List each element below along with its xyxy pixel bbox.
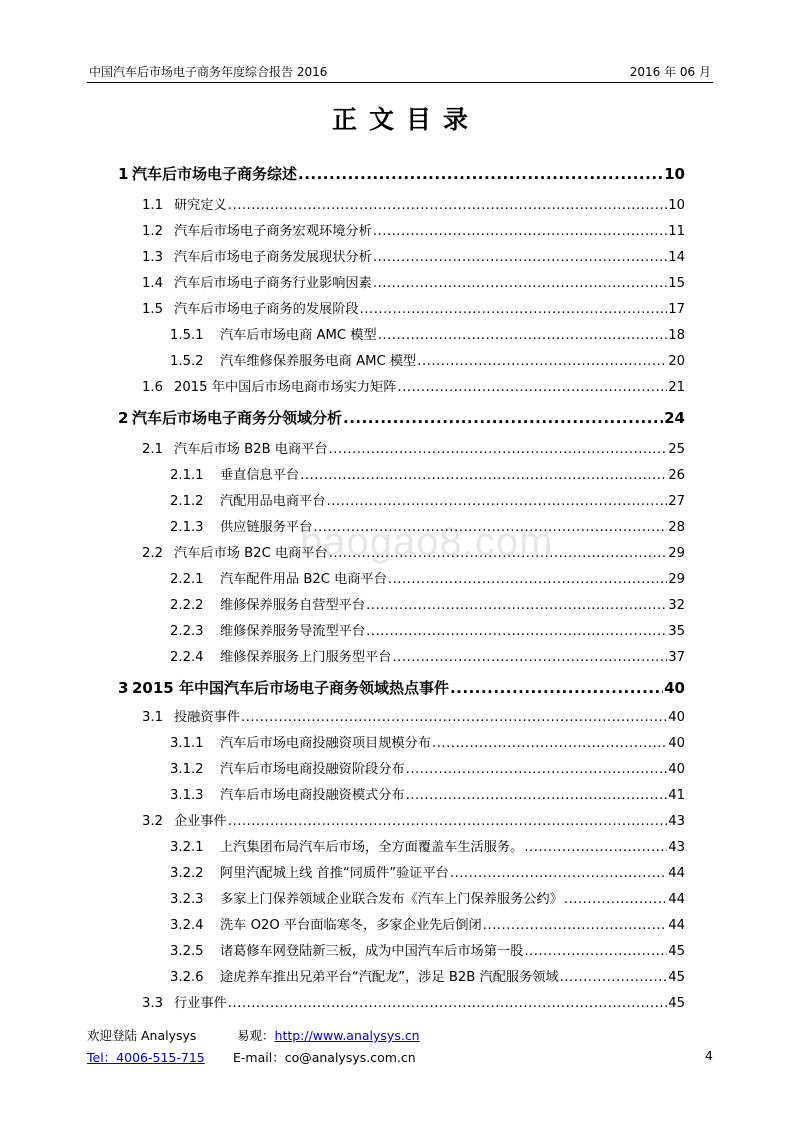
toc-leader-dots [343,409,663,427]
toc-entry-page: 37 [668,650,685,665]
footer-tel-link[interactable]: Tel：4006-515-715 [87,1050,205,1065]
toc-entry-title: 汽车后市场电子商务综述 [132,165,298,183]
toc-entry[interactable] [142,272,685,291]
toc-entry-title: 维修保养服务自营型平台 [220,598,366,613]
toc-leader-dots [392,650,667,665]
toc-entry[interactable] [170,758,685,777]
toc-entry-title: 研究定义 [174,198,227,213]
toc-entry[interactable] [170,620,685,639]
toc-entry-title: 汽车后市场 B2B 电商平台 [174,442,328,457]
toc-entry-page: 21 [668,380,685,395]
toc-entry-number: 3.2.5 [170,944,204,959]
toc-entry-number: 3.2.4 [170,918,204,933]
toc-entry-number: 2.2.3 [170,624,204,639]
toc-entry-number: 1.1 [142,198,163,213]
toc-entry-title: 维修保养服务上门服务型平台 [220,650,392,665]
toc-entry-page: 35 [668,624,685,639]
toc-entry-title: 企业事件 [174,814,227,829]
toc-leader-dots [373,276,667,291]
toc-entry-title: 汽车后市场电子商务分领域分析 [132,409,343,427]
toc-entry-title: 多家上门保养领域企业联合发布《汽车上门保养服务公约》 [220,892,563,907]
toc-leader-dots [228,198,667,213]
toc-entry-title: 途虎养车推出兄弟平台“汽配龙”，涉足 B2B 汽配服务领域 [220,970,559,985]
watermark: baogao8.com [300,520,554,564]
toc-entry-number: 2.2 [142,546,163,561]
toc-entry[interactable] [170,568,685,587]
toc-entry-page: 11 [668,224,685,239]
toc-leader-dots [397,380,667,395]
toc-entry-number: 3.1.1 [170,736,204,751]
toc-entry-number: 1.6 [142,380,163,395]
footer-site-link[interactable]: http://www.analysys.cn [274,1028,420,1043]
toc-leader-dots [228,996,667,1011]
toc-entry-title: 汽车后市场电子商务发展现状分析 [174,250,372,265]
toc-entry-page: 29 [668,572,685,587]
header-date: 2016 年 06 月 [629,65,711,79]
footer-site [237,1026,420,1044]
footer-email: E-mail：co@analysys.com.cn [233,1050,416,1065]
toc-entry-title: 汽车后市场电商投融资阶段分布 [220,762,405,777]
toc-entry-number: 3.2.1 [170,840,204,855]
toc-entry-page: 18 [668,328,685,343]
toc-entry-page: 43 [668,814,685,829]
toc-entry-number: 2.1.2 [170,494,204,509]
toc-entry[interactable] [142,542,685,561]
toc-entry-title: 汽车维修保养服务电商 AMC 模型 [220,354,417,369]
toc-entry-title: 垂直信息平台 [220,468,300,483]
toc-entry-page: 25 [668,442,685,457]
toc-leader-dots [329,442,668,457]
toc-entry[interactable] [170,966,685,985]
toc-entry[interactable] [170,594,685,613]
toc-leader-dots [417,354,667,369]
toc-entry-page: 17 [668,302,685,317]
toc-entry-page: 45 [668,944,685,959]
toc-leader-dots [373,250,667,265]
toc-leader-dots [241,710,667,725]
toc-entry[interactable] [142,298,685,317]
toc-leader-dots [366,598,667,613]
toc-leader-dots [228,814,667,829]
toc-leader-dots [327,494,668,509]
toc-entry-page: 40 [668,710,685,725]
toc-entry[interactable] [170,940,685,959]
toc-leader-dots [388,572,667,587]
toc-entry-number: 3.2 [142,814,163,829]
toc-entry-number: 2.2.4 [170,650,204,665]
toc-leader-dots [560,970,668,985]
toc-leader-dots [524,944,667,959]
toc-entry-page: 10 [664,165,685,183]
toc-entry-page: 40 [668,762,685,777]
toc-entry-title: 维修保养服务导流型平台 [220,624,366,639]
toc-entry-page: 45 [668,996,685,1011]
toc-entry-title: 汽车配件用品 B2C 电商平台 [220,572,387,587]
toc-entry[interactable] [170,888,685,907]
toc-entry-title: 诸葛修车网登陆新三板，成为中国汽车后市场第一股 [220,944,524,959]
toc-leader-dots [298,165,663,183]
toc-entry-title: 洗车 O2O 平台面临寒冬，多家企业先后倒闭 [220,918,482,933]
toc-entry[interactable] [118,407,685,428]
toc-entry-number: 1.4 [142,276,163,291]
toc-entry-number: 3.2.6 [170,970,204,985]
toc-leader-dots [313,520,667,535]
toc-entry-page: 15 [668,276,685,291]
toc-entry-page: 45 [668,970,685,985]
toc-entry-number: 1 [118,165,129,183]
header-report-title: 中国汽车后市场电子商务年度综合报告 2016 [89,65,328,79]
toc-entry-number: 1.5.2 [170,354,204,369]
toc-entry-page: 14 [668,250,685,265]
toc-entry-title: 阿里汽配城上线 首推“同质件”验证平台 [220,866,449,881]
toc-entry-number: 2.1.1 [170,468,204,483]
toc-entry-number: 3.2.2 [170,866,204,881]
page-title: 正文目录 [331,105,480,134]
toc-entry-number: 2.1.3 [170,520,204,535]
toc-entry-number: 3.2.3 [170,892,204,907]
toc-entry-title: 汽配用品电商平台 [220,494,326,509]
toc-entry-number: 1.2 [142,224,163,239]
toc-entry[interactable] [170,914,685,933]
toc-entry[interactable] [170,490,685,509]
toc-leader-dots [329,546,668,561]
toc-entry[interactable] [142,438,685,457]
toc-entry[interactable] [118,677,685,698]
footer-site-label: 易观： [237,1028,275,1043]
toc-leader-dots [373,224,667,239]
toc-entry-title: 2015 年中国汽车后市场电子商务领域热点事件 [132,679,449,697]
toc-leader-dots [450,679,663,697]
toc-entry-page: 44 [668,866,685,881]
toc-entry-page: 27 [668,494,685,509]
toc-entry-number: 3 [118,679,129,697]
toc-entry-title: 汽车后市场电子商务行业影响因素 [174,276,372,291]
toc-entry-title: 供应链服务平台 [220,520,313,535]
toc-entry-page: 26 [668,468,685,483]
toc-entry-title: 上汽集团布局汽车后市场，全方面覆盖车生活服务。 [220,840,524,855]
toc-leader-dots [432,736,667,751]
toc-leader-dots [366,624,667,639]
toc-entry[interactable] [142,246,685,265]
toc-entry-page: 28 [668,520,685,535]
toc-entry-number: 1.5 [142,302,163,317]
toc-entry-number: 2.2.2 [170,598,204,613]
toc-entry-page: 44 [668,918,685,933]
toc-entry[interactable] [118,163,685,184]
toc-entry-title: 2015 年中国后市场电商市场实力矩阵 [174,380,397,395]
toc-entry-page: 20 [668,354,685,369]
toc-entry[interactable] [142,194,685,213]
toc-entry-page: 10 [668,198,685,213]
toc-entry-page: 43 [668,840,685,855]
toc-entry-page: 41 [668,788,685,803]
toc-leader-dots [378,328,668,343]
toc-entry-title: 汽车后市场电子商务宏观环境分析 [174,224,372,239]
toc-leader-dots [483,918,667,933]
toc-entry-number: 3.1.2 [170,762,204,777]
toc-entry[interactable] [170,464,685,483]
page-header [87,62,713,83]
toc-entry[interactable] [170,732,685,751]
toc-entry-title: 汽车后市场电子商务的发展阶段 [174,302,359,317]
toc-entry-title: 汽车后市场电商 AMC 模型 [220,328,377,343]
toc-entry[interactable] [170,324,685,343]
toc-entry-number: 2 [118,409,129,427]
toc-entry[interactable] [142,376,685,395]
toc-leader-dots [524,840,667,855]
toc-leader-dots [300,468,667,483]
toc-entry-number: 3.1.3 [170,788,204,803]
toc-entry[interactable] [170,646,685,665]
toc-entry-number: 2.1 [142,442,163,457]
toc-entry[interactable] [142,810,685,829]
toc-entry-number: 1.3 [142,250,163,265]
toc-entry-title: 汽车后市场电商投融资项目规模分布 [220,736,431,751]
toc-entry-number: 2.2.1 [170,572,204,587]
toc-entry-title: 投融资事件 [174,710,240,725]
toc-entry-page: 32 [668,598,685,613]
toc-entry[interactable] [142,706,685,725]
toc-leader-dots [406,762,668,777]
toc-entry[interactable] [170,350,685,369]
toc-entry[interactable] [170,784,685,803]
footer-welcome: 欢迎登陆 Analysys [87,1028,197,1043]
toc-entry[interactable] [142,220,685,239]
toc-entry-page: 40 [664,679,685,697]
toc-entry[interactable] [142,992,685,1011]
toc-entry-page: 40 [668,736,685,751]
toc-entry[interactable] [170,862,685,881]
toc-entry-number: 1.5.1 [170,328,204,343]
toc-entry-page: 24 [664,409,685,427]
toc-entry-number: 3.3 [142,996,163,1011]
toc-entry-page: 29 [668,546,685,561]
toc-entry-title: 行业事件 [174,996,227,1011]
toc-entry-number: 3.1 [142,710,163,725]
toc-entry-title: 汽车后市场 B2C 电商平台 [174,546,328,561]
toc-entry[interactable] [170,836,685,855]
toc-entry-page: 44 [668,892,685,907]
toc-leader-dots [450,866,667,881]
toc-entry-title: 汽车后市场电商投融资模式分布 [220,788,405,803]
toc-leader-dots [360,302,668,317]
toc-leader-dots [564,892,667,907]
toc-entry[interactable] [170,516,685,535]
footer-page-number: 4 [705,1048,713,1063]
toc-leader-dots [406,788,668,803]
